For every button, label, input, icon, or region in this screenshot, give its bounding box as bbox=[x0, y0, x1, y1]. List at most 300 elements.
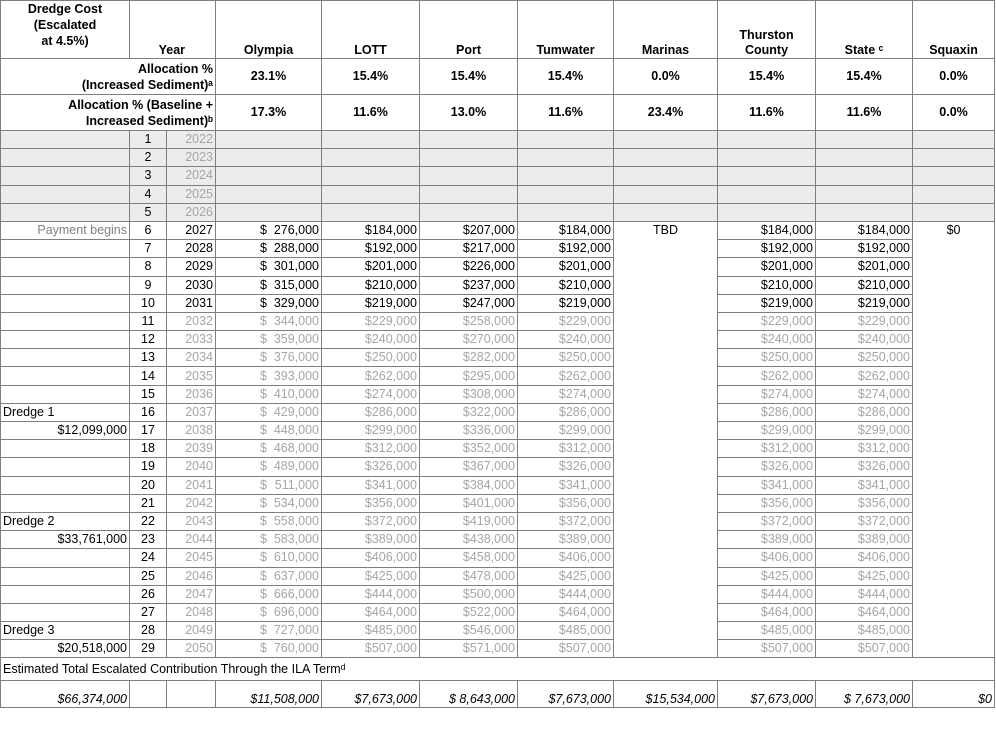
row-index: 22 bbox=[130, 512, 167, 530]
table-row bbox=[1, 622, 995, 640]
cell-port bbox=[420, 149, 518, 167]
cell-marinas: TBD bbox=[614, 221, 718, 239]
cell-marinas bbox=[614, 367, 718, 385]
cell-port: $322,000 bbox=[420, 403, 518, 421]
cell-olympia bbox=[216, 221, 322, 239]
row-index: 27 bbox=[130, 603, 167, 621]
cell-squaxin bbox=[913, 185, 995, 203]
currency-symbol: $ bbox=[260, 586, 267, 601]
cell-marinas bbox=[614, 276, 718, 294]
currency-symbol: $ bbox=[260, 295, 267, 310]
table-row bbox=[1, 458, 995, 476]
currency-symbol: $ bbox=[260, 568, 267, 583]
row-label bbox=[1, 367, 130, 385]
table-row bbox=[1, 294, 995, 312]
row-index: 10 bbox=[130, 294, 167, 312]
cell-thurston: $229,000 bbox=[718, 312, 816, 330]
cell-squaxin bbox=[913, 203, 995, 221]
cell-squaxin bbox=[913, 494, 995, 512]
cell-port: $226,000 bbox=[420, 258, 518, 276]
cell-lott: $356,000 bbox=[322, 494, 420, 512]
cell-thurston: $219,000 bbox=[718, 294, 816, 312]
currency-symbol: $ bbox=[260, 332, 267, 347]
currency-symbol: $ bbox=[260, 532, 267, 547]
row-index: 12 bbox=[130, 331, 167, 349]
cell-port: $419,000 bbox=[420, 512, 518, 530]
row-year: 2032 bbox=[167, 312, 216, 330]
cell-port: $336,000 bbox=[420, 422, 518, 440]
cell-lott: $406,000 bbox=[322, 549, 420, 567]
cell-olympia bbox=[216, 531, 322, 549]
marinas-header: Marinas bbox=[614, 1, 718, 59]
row-label bbox=[1, 440, 130, 458]
row-year: 2044 bbox=[167, 531, 216, 549]
currency-symbol: $ bbox=[260, 477, 267, 492]
cell-port: $217,000 bbox=[420, 240, 518, 258]
cell-state: $201,000 bbox=[816, 258, 913, 276]
cell-thurston: $464,000 bbox=[718, 603, 816, 621]
table-row bbox=[1, 567, 995, 585]
row-year: 2023 bbox=[167, 149, 216, 167]
cell-marinas bbox=[614, 294, 718, 312]
row-year: 2031 bbox=[167, 294, 216, 312]
currency-symbol: $ bbox=[260, 368, 267, 383]
cell-value: 448,000 bbox=[273, 423, 320, 438]
cell-olympia bbox=[216, 440, 322, 458]
currency-symbol: $ bbox=[260, 313, 267, 328]
cell-olympia bbox=[216, 367, 322, 385]
table-row bbox=[1, 149, 995, 167]
total-empty bbox=[130, 681, 167, 708]
cell-tumwater bbox=[518, 131, 614, 149]
cell-lott: $286,000 bbox=[322, 403, 420, 421]
cell-thurston: $192,000 bbox=[718, 240, 816, 258]
alloc-base-tumwater: 11.6% bbox=[518, 95, 614, 131]
cell-marinas bbox=[614, 422, 718, 440]
cell-lott bbox=[322, 167, 420, 185]
cell-value: 276,000 bbox=[273, 223, 320, 238]
cell-thurston bbox=[718, 149, 816, 167]
total-dredge: $66,374,000 bbox=[1, 681, 130, 708]
total-tumwater: $7,673,000 bbox=[518, 681, 614, 708]
cell-tumwater: $464,000 bbox=[518, 603, 614, 621]
cell-marinas bbox=[614, 494, 718, 512]
cell-marinas bbox=[614, 167, 718, 185]
cell-thurston: $356,000 bbox=[718, 494, 816, 512]
row-label: Dredge 1 bbox=[1, 403, 130, 421]
cell-squaxin bbox=[913, 403, 995, 421]
row-year: 2046 bbox=[167, 567, 216, 585]
cell-lott: $372,000 bbox=[322, 512, 420, 530]
cell-value: 410,000 bbox=[273, 386, 320, 401]
cell-lott: $312,000 bbox=[322, 440, 420, 458]
cell-value: 760,000 bbox=[273, 641, 320, 656]
row-label bbox=[1, 458, 130, 476]
cell-tumwater: $274,000 bbox=[518, 385, 614, 403]
currency-symbol: $ bbox=[260, 495, 267, 510]
allocation-baseline-row bbox=[1, 95, 995, 131]
cell-thurston: $286,000 bbox=[718, 403, 816, 421]
cell-lott: $464,000 bbox=[322, 603, 420, 621]
cell-olympia bbox=[216, 458, 322, 476]
cell-tumwater: $326,000 bbox=[518, 458, 614, 476]
table-row bbox=[1, 349, 995, 367]
row-index: 13 bbox=[130, 349, 167, 367]
cell-thurston: $425,000 bbox=[718, 567, 816, 585]
table-row bbox=[1, 385, 995, 403]
row-index: 28 bbox=[130, 622, 167, 640]
cell-state: $425,000 bbox=[816, 567, 913, 585]
alloc-inc-port: 15.4% bbox=[420, 59, 518, 95]
total-port: $ 8,643,000 bbox=[420, 681, 518, 708]
cell-tumwater: $299,000 bbox=[518, 422, 614, 440]
row-year: 2039 bbox=[167, 440, 216, 458]
cell-lott: $250,000 bbox=[322, 349, 420, 367]
row-year: 2035 bbox=[167, 367, 216, 385]
table-row bbox=[1, 531, 995, 549]
row-label: Payment begins bbox=[1, 221, 130, 239]
cell-tumwater: $356,000 bbox=[518, 494, 614, 512]
cell-thurston: $240,000 bbox=[718, 331, 816, 349]
cell-state: $299,000 bbox=[816, 422, 913, 440]
row-year: 2034 bbox=[167, 349, 216, 367]
cell-squaxin bbox=[913, 131, 995, 149]
cell-tumwater bbox=[518, 185, 614, 203]
cell-marinas bbox=[614, 640, 718, 658]
cell-squaxin bbox=[913, 149, 995, 167]
cell-port: $438,000 bbox=[420, 531, 518, 549]
cell-port bbox=[420, 131, 518, 149]
cell-squaxin bbox=[913, 367, 995, 385]
cell-squaxin bbox=[913, 640, 995, 658]
alloc-inc-marinas: 0.0% bbox=[614, 59, 718, 95]
cell-lott: $299,000 bbox=[322, 422, 420, 440]
table-row bbox=[1, 403, 995, 421]
port-header: Port bbox=[420, 1, 518, 59]
cell-olympia bbox=[216, 640, 322, 658]
table-row bbox=[1, 549, 995, 567]
alloc-inc-state: 15.4% bbox=[816, 59, 913, 95]
cell-state bbox=[816, 203, 913, 221]
table-row bbox=[1, 494, 995, 512]
cell-lott: $240,000 bbox=[322, 331, 420, 349]
row-label bbox=[1, 294, 130, 312]
cell-port: $207,000 bbox=[420, 221, 518, 239]
row-index: 8 bbox=[130, 258, 167, 276]
cell-lott: $201,000 bbox=[322, 258, 420, 276]
row-year: 2036 bbox=[167, 385, 216, 403]
table-row bbox=[1, 312, 995, 330]
cell-state: $210,000 bbox=[816, 276, 913, 294]
cell-state: $464,000 bbox=[816, 603, 913, 621]
cell-port bbox=[420, 185, 518, 203]
table-row bbox=[1, 640, 995, 658]
cell-port: $571,000 bbox=[420, 640, 518, 658]
row-label bbox=[1, 549, 130, 567]
alloc-inc-tumwater: 15.4% bbox=[518, 59, 614, 95]
cell-value: 359,000 bbox=[273, 332, 320, 347]
cell-tumwater: $372,000 bbox=[518, 512, 614, 530]
cell-marinas bbox=[614, 476, 718, 494]
cell-lott: $274,000 bbox=[322, 385, 420, 403]
cell-olympia bbox=[216, 312, 322, 330]
cell-port: $247,000 bbox=[420, 294, 518, 312]
cell-state: $229,000 bbox=[816, 312, 913, 330]
currency-symbol: $ bbox=[260, 641, 267, 656]
row-label bbox=[1, 276, 130, 294]
cell-value: 329,000 bbox=[273, 295, 320, 310]
row-year: 2047 bbox=[167, 585, 216, 603]
row-index: 16 bbox=[130, 403, 167, 421]
row-label bbox=[1, 312, 130, 330]
cell-olympia bbox=[216, 512, 322, 530]
row-label bbox=[1, 494, 130, 512]
cell-olympia bbox=[216, 185, 322, 203]
cell-tumwater: $240,000 bbox=[518, 331, 614, 349]
cell-squaxin bbox=[913, 440, 995, 458]
cell-olympia bbox=[216, 549, 322, 567]
state-header: State ᶜ bbox=[816, 1, 913, 59]
row-index: 11 bbox=[130, 312, 167, 330]
cell-thurston: $389,000 bbox=[718, 531, 816, 549]
cell-state bbox=[816, 185, 913, 203]
cell-squaxin bbox=[913, 622, 995, 640]
cell-lott: $425,000 bbox=[322, 567, 420, 585]
cell-olympia bbox=[216, 240, 322, 258]
cell-tumwater bbox=[518, 149, 614, 167]
cell-port: $258,000 bbox=[420, 312, 518, 330]
cell-port: $478,000 bbox=[420, 567, 518, 585]
total-lott: $7,673,000 bbox=[322, 681, 420, 708]
cell-marinas bbox=[614, 458, 718, 476]
currency-symbol: $ bbox=[260, 514, 267, 529]
cell-state bbox=[816, 149, 913, 167]
cell-tumwater: $444,000 bbox=[518, 585, 614, 603]
row-label bbox=[1, 385, 130, 403]
alloc-base-marinas: 23.4% bbox=[614, 95, 718, 131]
dredge-cost-header: Dredge Cost (Escalated at 4.5%) bbox=[1, 1, 130, 59]
cell-marinas bbox=[614, 567, 718, 585]
cell-port: $295,000 bbox=[420, 367, 518, 385]
cell-state: $184,000 bbox=[816, 221, 913, 239]
row-label bbox=[1, 149, 130, 167]
cell-marinas bbox=[614, 585, 718, 603]
cell-thurston: $485,000 bbox=[718, 622, 816, 640]
cell-olympia bbox=[216, 622, 322, 640]
cell-tumwater: $262,000 bbox=[518, 367, 614, 385]
row-index: 21 bbox=[130, 494, 167, 512]
table-row bbox=[1, 185, 995, 203]
total-label: Estimated Total Escalated Contribution Through the ILA Termᵈ bbox=[1, 658, 995, 681]
cell-squaxin bbox=[913, 531, 995, 549]
cell-state: $372,000 bbox=[816, 512, 913, 530]
cell-state: $219,000 bbox=[816, 294, 913, 312]
currency-symbol: $ bbox=[260, 604, 267, 619]
cell-thurston: $299,000 bbox=[718, 422, 816, 440]
row-index: 6 bbox=[130, 221, 167, 239]
cell-thurston: $444,000 bbox=[718, 585, 816, 603]
cell-port bbox=[420, 167, 518, 185]
cell-value: 558,000 bbox=[273, 514, 320, 529]
allocation-increased-label: Allocation % (Increased Sediment)ᵃ bbox=[1, 59, 216, 95]
cell-thurston: $274,000 bbox=[718, 385, 816, 403]
alloc-inc-lott: 15.4% bbox=[322, 59, 420, 95]
cell-port: $352,000 bbox=[420, 440, 518, 458]
cell-thurston: $210,000 bbox=[718, 276, 816, 294]
cell-squaxin: $0 bbox=[913, 221, 995, 239]
row-label bbox=[1, 131, 130, 149]
header-row bbox=[1, 1, 995, 59]
alloc-base-olympia: 17.3% bbox=[216, 95, 322, 131]
cell-value: 583,000 bbox=[273, 532, 320, 547]
row-index: 2 bbox=[130, 149, 167, 167]
table-row bbox=[1, 258, 995, 276]
row-label bbox=[1, 203, 130, 221]
cell-olympia bbox=[216, 349, 322, 367]
cell-state: $326,000 bbox=[816, 458, 913, 476]
cell-tumwater: $219,000 bbox=[518, 294, 614, 312]
cell-squaxin bbox=[913, 258, 995, 276]
row-index: 24 bbox=[130, 549, 167, 567]
cell-tumwater bbox=[518, 167, 614, 185]
currency-symbol: $ bbox=[260, 623, 267, 638]
cell-lott: $192,000 bbox=[322, 240, 420, 258]
cell-squaxin bbox=[913, 585, 995, 603]
cell-state: $356,000 bbox=[816, 494, 913, 512]
total-squaxin: $0 bbox=[913, 681, 995, 708]
cell-olympia bbox=[216, 167, 322, 185]
cell-port: $270,000 bbox=[420, 331, 518, 349]
cell-marinas bbox=[614, 258, 718, 276]
currency-symbol: $ bbox=[260, 550, 267, 565]
row-label bbox=[1, 603, 130, 621]
tumwater-header: Tumwater bbox=[518, 1, 614, 59]
cell-thurston: $326,000 bbox=[718, 458, 816, 476]
cell-tumwater: $229,000 bbox=[518, 312, 614, 330]
cell-state: $240,000 bbox=[816, 331, 913, 349]
row-label bbox=[1, 258, 130, 276]
table-row bbox=[1, 585, 995, 603]
cell-thurston: $312,000 bbox=[718, 440, 816, 458]
alloc-inc-thurston: 15.4% bbox=[718, 59, 816, 95]
cell-state: $312,000 bbox=[816, 440, 913, 458]
cell-olympia bbox=[216, 476, 322, 494]
cell-state bbox=[816, 131, 913, 149]
alloc-inc-olympia: 23.1% bbox=[216, 59, 322, 95]
cell-tumwater: $485,000 bbox=[518, 622, 614, 640]
cell-marinas bbox=[614, 403, 718, 421]
alloc-base-squaxin: 0.0% bbox=[913, 95, 995, 131]
cell-lott bbox=[322, 149, 420, 167]
cell-marinas bbox=[614, 240, 718, 258]
cell-olympia bbox=[216, 294, 322, 312]
cell-squaxin bbox=[913, 312, 995, 330]
row-year: 2049 bbox=[167, 622, 216, 640]
cell-tumwater: $210,000 bbox=[518, 276, 614, 294]
cell-marinas bbox=[614, 131, 718, 149]
currency-symbol: $ bbox=[260, 259, 267, 274]
row-index: 25 bbox=[130, 567, 167, 585]
row-year: 2029 bbox=[167, 258, 216, 276]
cell-value: 376,000 bbox=[273, 350, 320, 365]
lott-header: LOTT bbox=[322, 1, 420, 59]
cell-marinas bbox=[614, 312, 718, 330]
table-row bbox=[1, 440, 995, 458]
cell-olympia bbox=[216, 603, 322, 621]
cell-olympia bbox=[216, 331, 322, 349]
cell-marinas bbox=[614, 203, 718, 221]
cell-state bbox=[816, 167, 913, 185]
row-year: 2050 bbox=[167, 640, 216, 658]
currency-symbol: $ bbox=[260, 350, 267, 365]
cell-lott: $444,000 bbox=[322, 585, 420, 603]
thurston-county-header: Thurston County bbox=[718, 1, 816, 59]
row-index: 18 bbox=[130, 440, 167, 458]
cell-tumwater bbox=[518, 203, 614, 221]
table-row bbox=[1, 512, 995, 530]
cell-marinas bbox=[614, 149, 718, 167]
cell-tumwater: $341,000 bbox=[518, 476, 614, 494]
cell-state: $250,000 bbox=[816, 349, 913, 367]
cell-lott: $219,000 bbox=[322, 294, 420, 312]
row-label bbox=[1, 331, 130, 349]
row-label bbox=[1, 349, 130, 367]
cell-olympia bbox=[216, 203, 322, 221]
currency-symbol: $ bbox=[260, 223, 267, 238]
row-year: 2025 bbox=[167, 185, 216, 203]
total-olympia: $11,508,000 bbox=[216, 681, 322, 708]
row-year: 2038 bbox=[167, 422, 216, 440]
cell-lott: $507,000 bbox=[322, 640, 420, 658]
cell-state: $389,000 bbox=[816, 531, 913, 549]
total-empty bbox=[167, 681, 216, 708]
cell-port: $367,000 bbox=[420, 458, 518, 476]
cell-lott bbox=[322, 131, 420, 149]
cell-squaxin bbox=[913, 385, 995, 403]
row-index: 29 bbox=[130, 640, 167, 658]
cell-value: 301,000 bbox=[273, 259, 320, 274]
row-index: 17 bbox=[130, 422, 167, 440]
cell-lott bbox=[322, 185, 420, 203]
row-label bbox=[1, 476, 130, 494]
row-year: 2048 bbox=[167, 603, 216, 621]
cell-squaxin bbox=[913, 458, 995, 476]
cell-thurston: $201,000 bbox=[718, 258, 816, 276]
cell-marinas bbox=[614, 622, 718, 640]
cell-lott: $341,000 bbox=[322, 476, 420, 494]
row-label bbox=[1, 185, 130, 203]
cell-value: 288,000 bbox=[273, 241, 320, 256]
row-index: 9 bbox=[130, 276, 167, 294]
table-row bbox=[1, 331, 995, 349]
cell-tumwater: $184,000 bbox=[518, 221, 614, 239]
row-year: 2030 bbox=[167, 276, 216, 294]
row-year: 2026 bbox=[167, 203, 216, 221]
table-row bbox=[1, 603, 995, 621]
total-marinas: $15,534,000 bbox=[614, 681, 718, 708]
row-index: 14 bbox=[130, 367, 167, 385]
cell-port: $546,000 bbox=[420, 622, 518, 640]
totals-row bbox=[1, 681, 995, 708]
currency-symbol: $ bbox=[260, 441, 267, 456]
currency-symbol: $ bbox=[260, 277, 267, 292]
cell-squaxin bbox=[913, 567, 995, 585]
cell-squaxin bbox=[913, 294, 995, 312]
table-row bbox=[1, 476, 995, 494]
row-year: 2041 bbox=[167, 476, 216, 494]
row-year: 2037 bbox=[167, 403, 216, 421]
row-index: 20 bbox=[130, 476, 167, 494]
